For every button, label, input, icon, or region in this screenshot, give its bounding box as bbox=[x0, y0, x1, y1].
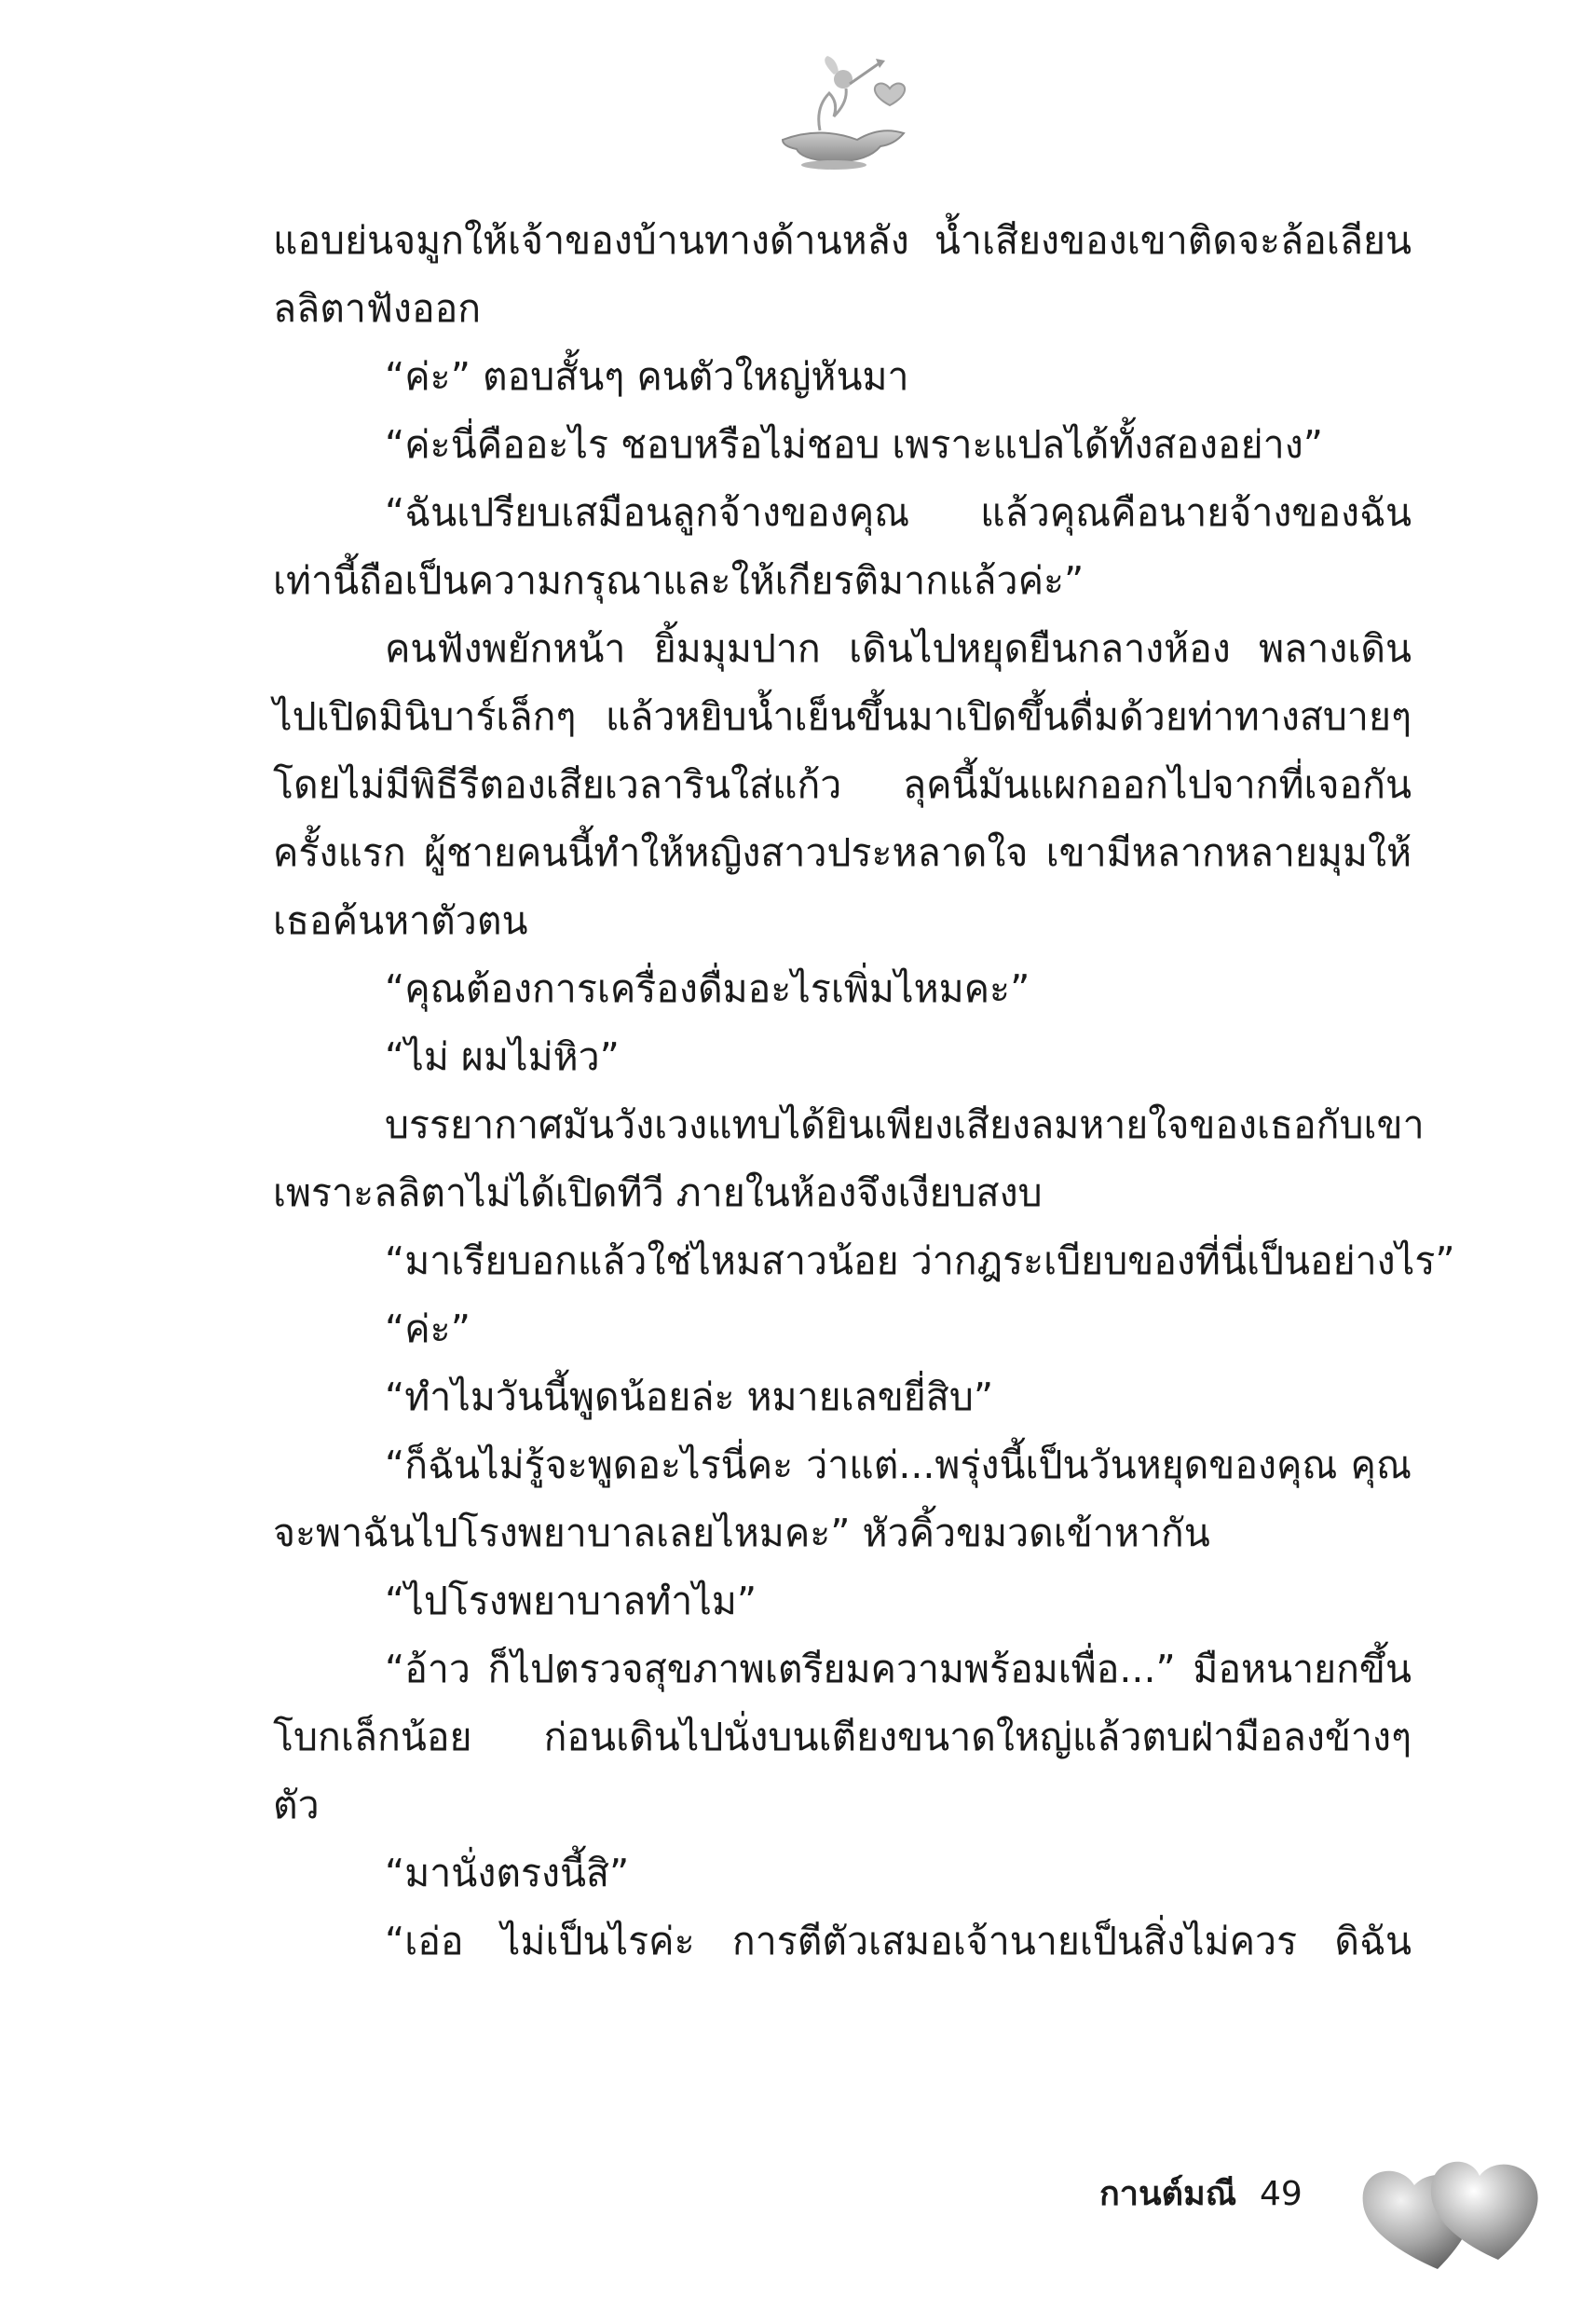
text-line: “เอ่อ ไม่เป็นไรค่ะ การตีตัวเสมอเจ้านายเป็นสิ่งไม่ควร ดิฉัน bbox=[385, 1919, 1412, 1963]
text-line: “ไม่ ผมไม่หิว” bbox=[385, 1034, 620, 1079]
text-line: บรรยากาศมันวังเวงแทบได้ยินเพียงเสียงลมหายใจของเธอกับเขา bbox=[385, 1102, 1425, 1147]
hearts-icon bbox=[1349, 2143, 1554, 2274]
text-line: “ค่ะนี่คืออะไร ชอบหรือไม่ชอบ เพราะแปลได้ทั้งสองอย่าง” bbox=[385, 422, 1323, 467]
page-number: 49 bbox=[1260, 2175, 1303, 2213]
text-line: “อ้าว ก็ไปตรวจสุขภาพเตรียมความพร้อมเพื่อ...” มือหนายกขึ้น bbox=[385, 1647, 1412, 1691]
text-line: “ฉันเปรียบเสมือนลูกจ้างของคุณ แล้วคุณคือนายจ้างของฉัน bbox=[385, 490, 1412, 535]
text-line: โบกเล็กน้อย ก่อนเดินไปนั่งบนเตียงขนาดใหญ่แล้วตบฝ่ามือลงข้างๆ bbox=[273, 1715, 1412, 1759]
text-line: “ค่ะ” ตอบสั้นๆ คนตัวใหญ่หันมา bbox=[385, 354, 909, 399]
text-line: “มานั่งตรงนี้สิ” bbox=[385, 1851, 630, 1895]
text-line: ครั้งแรก ผู้ชายคนนี้ทำให้หญิงสาวประหลาดใจ เขามีหลากหลายมุมให้ bbox=[273, 830, 1412, 875]
page-footer bbox=[1099, 2143, 1575, 2274]
text-line: ลลิตาฟังออก bbox=[273, 286, 482, 331]
text-line: “ทำไมวันนี้พูดน้อยล่ะ หมายเลขยี่สิบ” bbox=[385, 1374, 994, 1419]
text-line: คนฟังพยักหน้า ยิ้มมุมปาก เดินไปหยุดยืนกลางห้อง พลางเดิน bbox=[385, 626, 1412, 671]
text-line: “ไปโรงพยาบาลทำไม” bbox=[385, 1579, 757, 1623]
text-line: ตัว bbox=[273, 1783, 320, 1827]
body-text bbox=[273, 207, 1455, 1976]
text-line: แอบย่นจมูกให้เจ้าของบ้านทางด้านหลัง น้ำเสียงของเขาติดจะล้อเลียน bbox=[273, 218, 1412, 263]
text-line: โดยไม่มีพิธีรีตองเสียเวลารินใส่แก้ว ลุคนี้มันแผกออกไปจากที่เจอกัน bbox=[273, 762, 1412, 807]
text-line: ไปเปิดมินิบาร์เล็กๆ แล้วหยิบน้ำเย็นขึ้นมาเปิดขึ้นดื่มด้วยท่าทางสบายๆ bbox=[273, 694, 1412, 739]
text-line: “ค่ะ” bbox=[385, 1306, 471, 1351]
text-line: “คุณต้องการเครื่องดื่มอะไรเพิ่มไหมคะ” bbox=[385, 966, 1030, 1011]
text-line: “มาเรียบอกแล้วใช่ไหมสาวน้อย ว่ากฎระเบียบของที่นี่เป็นอย่างไร” bbox=[385, 1238, 1455, 1283]
book-title: กานต์มณี bbox=[1099, 2175, 1237, 2213]
text-line: “ก็ฉันไม่รู้จะพูดอะไรนี่คะ ว่าแต่...พรุ่งนี้เป็นวันหยุดของคุณ คุณ bbox=[385, 1443, 1412, 1487]
text-line: เธอค้นหาตัวตน bbox=[273, 898, 528, 943]
text-line: เพราะลลิตาไม่ได้เปิดทีวี ภายในห้องจึงเงียบสงบ bbox=[273, 1170, 1043, 1215]
cupid-magic-lamp-icon bbox=[764, 51, 922, 172]
text-line: เท่านี้ถือเป็นความกรุณาและให้เกียรติมากแล้วค่ะ” bbox=[273, 558, 1084, 603]
text-line: จะพาฉันไปโรงพยาบาลเลยไหมคะ” หัวคิ้วขมวดเข้าหากัน bbox=[273, 1511, 1210, 1555]
